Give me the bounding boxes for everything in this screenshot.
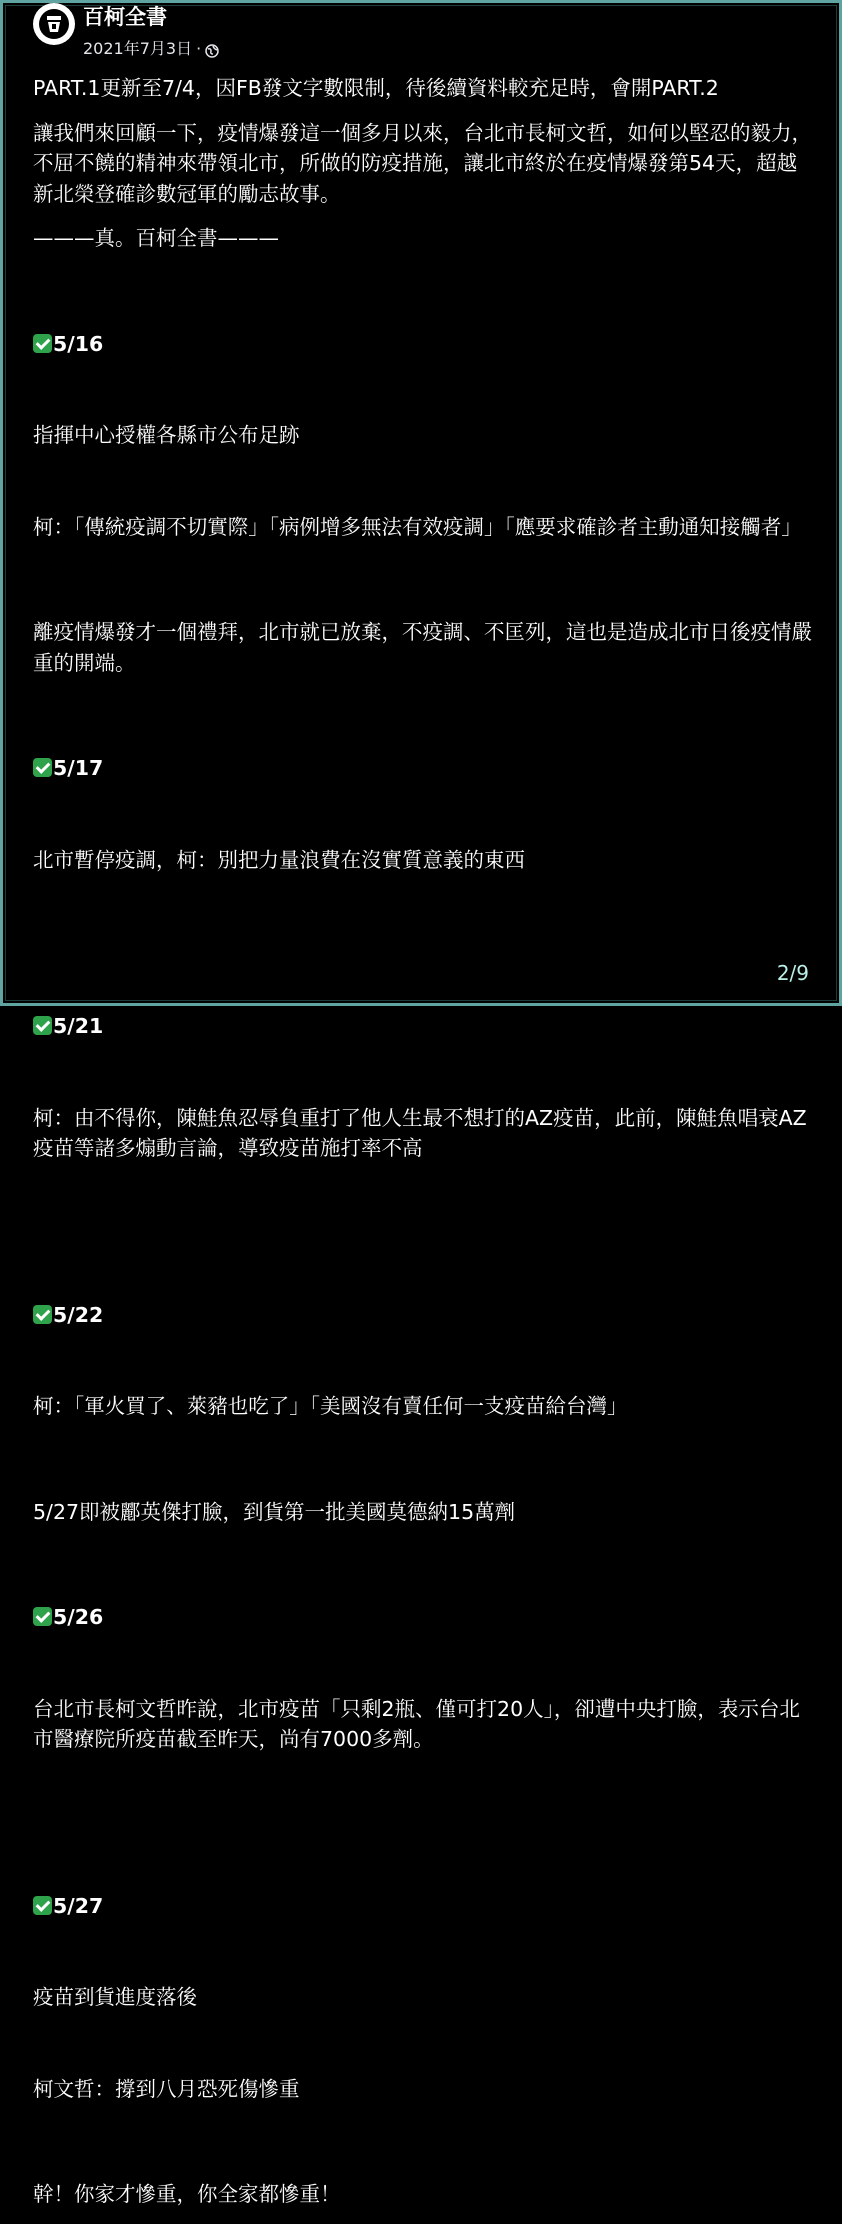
- timeline-entry: [33, 1541, 813, 1816]
- entry-line: 指揮中心授權各縣市公布足跡: [33, 423, 300, 447]
- timeline-entry: [33, 1830, 813, 2166]
- entry-date: 5/22: [53, 1302, 104, 1327]
- check-mark-icon: [33, 334, 52, 353]
- intro-paragraph: PART.1更新至7/4，因FB發文字數限制，待後續資料較充足時，會開PART.2: [33, 76, 719, 100]
- entry-note: 離疫情爆發才一個禮拜，北市就已放棄，不疫調、不匡列，這也是造成北市日後疫情嚴重的開端。: [33, 620, 812, 675]
- entry-note: 5/27即被酈英傑打臉，到貨第一批美國莫德納15萬劑: [33, 1499, 516, 1524]
- check-mark-icon: [33, 1607, 52, 1626]
- check-mark-icon: [33, 758, 52, 777]
- page-indicator: 2/9: [776, 961, 809, 985]
- check-mark-icon: [33, 1016, 52, 1035]
- entry-line: 柯文哲：撐到八月恐死傷慘重: [33, 2076, 300, 2101]
- logo-icon: [39, 9, 69, 39]
- entry-line: 柯：由不得你，陳鮭魚忍辱負重打了他人生最不想打的AZ疫苗，此前，陳鮭魚唱衰AZ疫苗等諸多煽動言論，導致疫苗施打率不高: [33, 1105, 807, 1160]
- post-date[interactable]: 2021年7月3日: [83, 39, 193, 58]
- post-header: [33, 3, 793, 67]
- entry-line: 台北市長柯文哲昨說，北市疫苗「只剩2瓶、僅可打20人」，卻遭中央打臉，表示台北市醫療院所疫苗截至昨天，尚有7000多劑。: [33, 1696, 800, 1751]
- entry-line: 柯：「軍火買了、萊豬也吃了」「美國沒有賣任何一支疫苗給台灣」: [33, 1394, 628, 1418]
- entry-date: 5/17: [53, 756, 104, 780]
- page-avatar[interactable]: [33, 3, 75, 45]
- globe-icon[interactable]: [205, 42, 219, 56]
- timeline-entry: [33, 268, 813, 604]
- entry-date: 5/16: [53, 331, 104, 356]
- entry-line: 柯：「傳統疫調不切實際」「病例增多無法有效疫調」「應要求確診者主動通知接觸者」: [33, 514, 802, 539]
- summary-paragraph: 讓我們來回顧一下，疫情爆發這一個多月以來，台北市長柯文哲，如何以堅忍的毅力，不屈不饒的精神來帶領北市，所做的防疫措施，讓北市終於在疫情爆發第54天，超越新北榮登確診數冠軍的勵志故事。: [33, 120, 812, 206]
- entry-note: 幹！你家才慘重，你全家都慘重！: [33, 2182, 341, 2206]
- divider-line: ———真。百柯全書———: [33, 226, 279, 250]
- entry-date: 5/26: [53, 1605, 104, 1629]
- check-mark-icon: [33, 1896, 52, 1915]
- entry-line: 疫苗到貨進度落後: [33, 1985, 197, 2009]
- timeline-entry: [33, 692, 813, 936]
- entry-date: 5/21: [53, 1014, 104, 1038]
- post-meta: [83, 38, 219, 60]
- timeline-entry: [33, 1239, 813, 1483]
- timeline-entry: [33, 950, 813, 1225]
- page-name[interactable]: 百柯全書: [83, 5, 167, 29]
- check-mark-icon: [33, 1305, 52, 1324]
- meta-separator: ·: [196, 39, 202, 58]
- post-body: [33, 73, 813, 2224]
- entry-line: 北市暫停疫調，柯：別把力量浪費在沒實質意義的東西: [33, 847, 525, 872]
- entry-date: 5/27: [53, 1893, 104, 1918]
